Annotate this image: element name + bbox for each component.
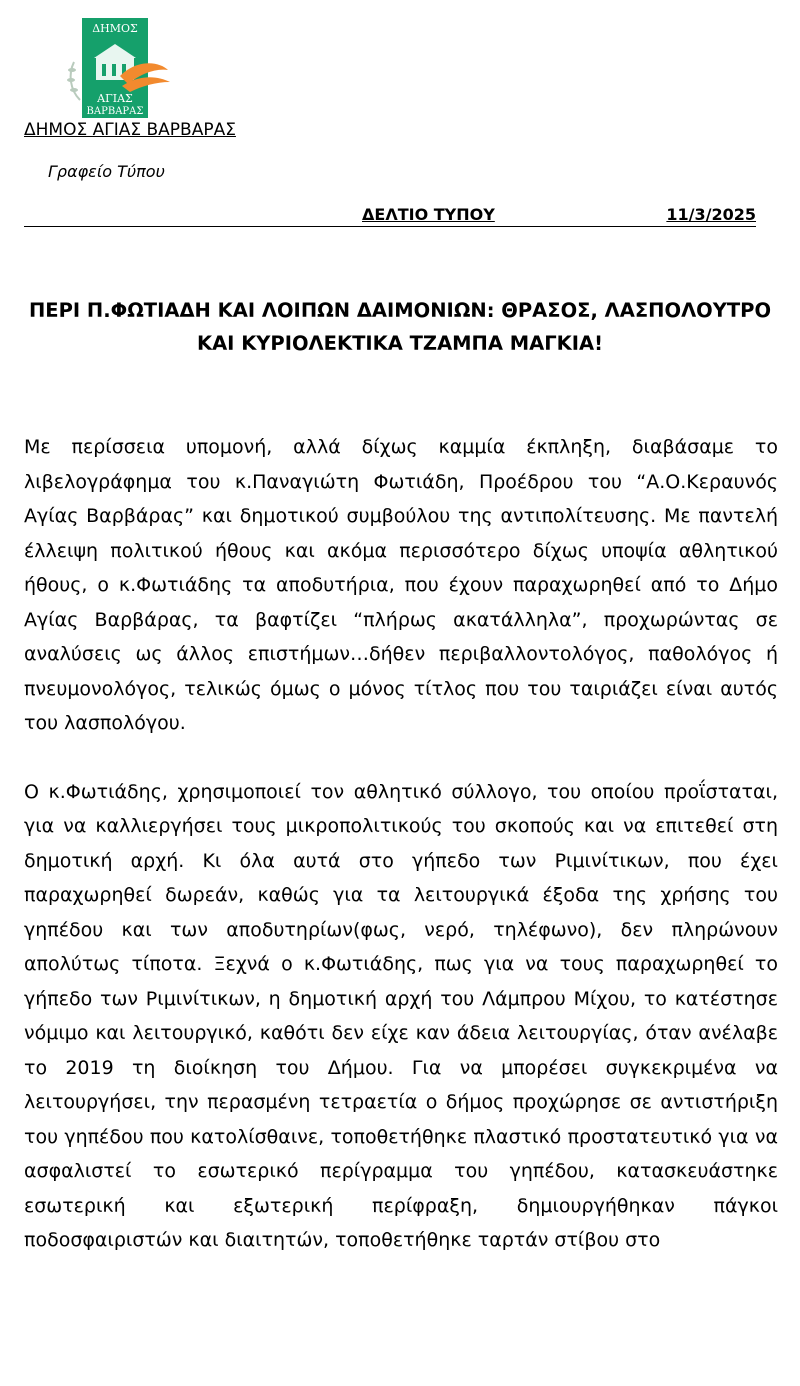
logo-bottom-text-2: ΒΑΡΒΑΡΑΣ: [86, 106, 144, 117]
paragraph-2: Ο κ.Φωτιάδης, χρησιμοποιεί τον αθλητικό σύλλογο, του οποίου προΐσταται, για να καλλιεργήσει τους μικροπολιτικούς του σκοπούς και να επιτεθεί στη δημοτική αρχή. Κι όλα αυτά στο γήπεδο των Ριμινίτικων, που έχει παραχωρηθεί δωρεάν, καθώς για τα λειτουργικά έξοδα της χρήσης του γηπέδου και των αποδυτηρίων(φως, νερό, τηλέφωνο), δεν πληρώνουν απολύτως τίποτα. Ξεχνά ο κ.Φωτιάδης, πως για να τους παραχωρηθεί το γήπεδο των Ριμινίτικων, η δημοτική αρχή του Λάμπρου Μίχου, το κατέστησε νόμιμο και λειτουργικό, καθότι δεν είχε καν άδεια λειτουργίας, όταν ανέλαβε το 2019 τη διοίκηση του Δήμου. Για να μπορέσει συγκεκριμένα να λειτουργήσει, την περασμένη τετραετία ο δήμος προχώρησε σε αντιστήριξη του γηπέδου που κατολίσθαινε, τοποθετήθηκε πλαστικό προστατευτικό για να ασφαλιστεί το εσωτερικό περίγραμμα του γηπέδου, κατασκευάστηκε εσωτερική και εξωτερική περίφραξη, δημιουργήθηκαν πάγκοι ποδοσφαιριστών και διαιτητών, τοποθετήθηκε ταρτάν στίβου στο: [24, 780, 778, 1251]
municipality-logo: [58, 18, 178, 118]
organization-name: ΔΗΜΟΣ ΑΓΙΑΣ ΒΑΡΒΑΡΑΣ: [24, 120, 236, 140]
headline: [20, 294, 780, 360]
paragraph-1: Με περίσσεια υπομονή, αλλά δίχως καμμία έκπληξη, διαβάσαμε το λιβελογράφημα του κ.Παναγιώτη Φωτιάδη, Προέδρου του “Α.Ο.Κεραυνός Αγίας Βαρβάρας” και δημοτικού συμβούλου της αντιπολίτευσης. Με παντελή έλλειψη πολιτικού ήθους και ακόμα περισσότερο δίχως υποψία αθλητικού ήθους, ο κ.Φωτιάδης τα αποδυτήρια, που έχουν παραχωρηθεί από το Δήμο Αγίας Βαρβάρας, τα βαφτίζει “πλήρως ακατάλληλα”, προχωρώντας σε αναλύσεις ως άλλος επιστήμων…δήθεν περιβαλλοντολόγος, παθολόγος ή πνευμονολόγος, τελικώς όμως ο μόνος τίτλος που του ταιριάζει είναι αυτός του λασπολόγου.: [24, 436, 778, 734]
article-body: [24, 430, 778, 1292]
logo-emblem-icon: [58, 18, 178, 118]
logo-top-text: ΔΗΜΟΣ: [92, 22, 138, 35]
headline-line-2: ΚΑΙ ΚΥΡΙΟΛΕΚΤΙΚΑ ΤΖΑΜΠΑ ΜΑΓΚΙΑ!: [196, 332, 604, 355]
release-date: 11/3/2025: [666, 205, 756, 224]
press-release-label: ΔΕΛΤΙΟ ΤΥΠΟΥ: [362, 205, 495, 224]
press-office-label: Γραφείο Τύπου: [48, 162, 165, 181]
logo-bottom-text-1: ΑΓΙΑΣ: [97, 92, 133, 105]
headline-line-1: ΠΕΡΙ Π.ΦΩΤΙΑΔΗ ΚΑΙ ΛΟΙΠΩΝ ΔΑΙΜΟΝΙΩΝ: ΘΡΑΣΟΣ, ΛΑΣΠΟΛΟΥΤΡΟ: [28, 299, 772, 322]
